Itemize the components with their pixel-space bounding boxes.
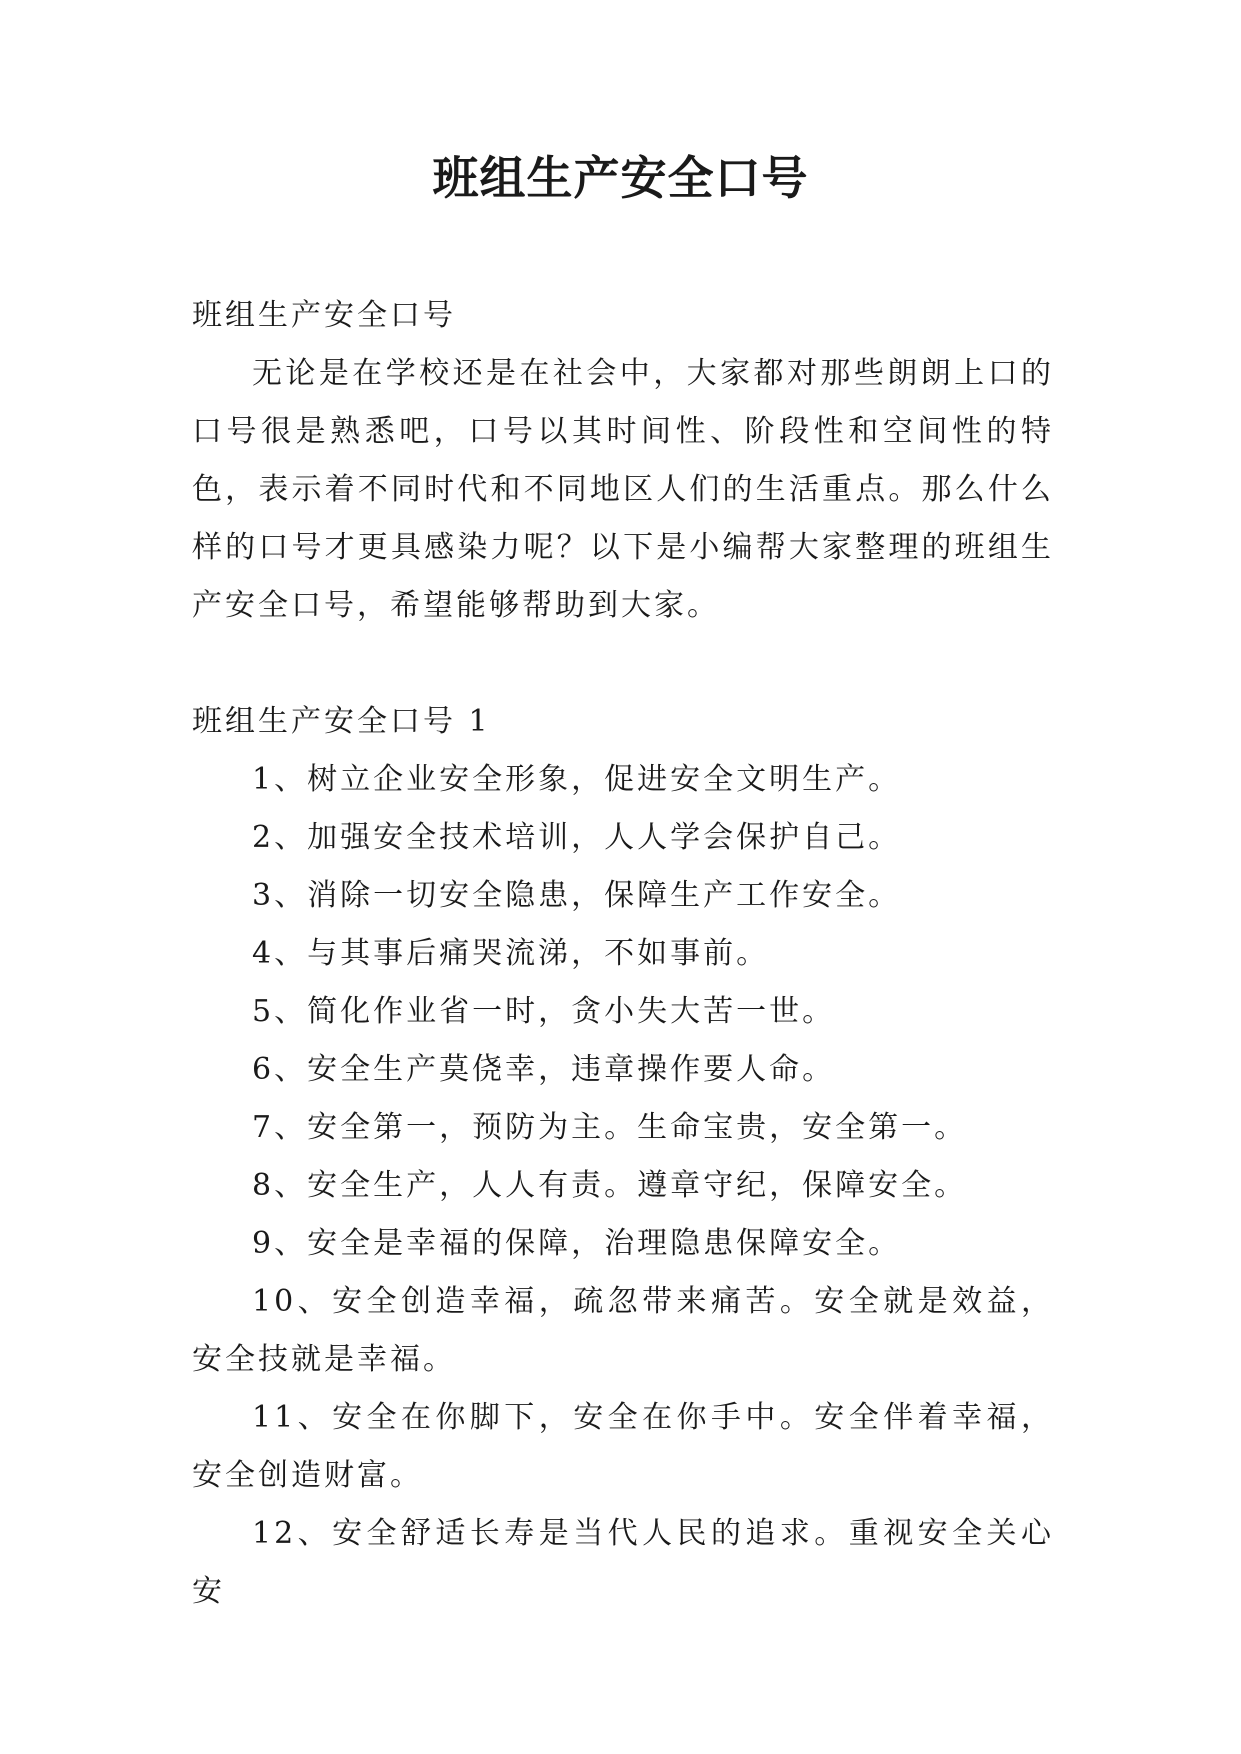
slogan-item: 4、与其事后痛哭流涕，不如事前。 [252, 936, 770, 971]
slogan-item: 2、加强安全技术培训，人人学会保护自己。 [252, 820, 902, 855]
slogan-item: 1、树立企业安全形象，促进安全文明生产。 [252, 762, 902, 797]
spacer [192, 635, 1054, 693]
slogan-item: 3、消除一切安全隐患，保障生产工作安全。 [252, 878, 902, 913]
slogan-item: 11、安全在你脚下，安全在你手中。安全伴着幸福，安全创造财富。 [192, 1400, 1054, 1493]
document-title: 班组生产安全口号 [432, 151, 809, 205]
slogan-item: 8、安全生产，人人有责。遵章守纪，保障安全。 [252, 1168, 968, 1203]
slogan-item: 6、安全生产莫侥幸，违章操作要人命。 [252, 1052, 836, 1087]
subtitle: 班组生产安全口号 [192, 298, 456, 333]
slogan-item: 12、安全舒适长寿是当代人民的追求。重视安全关心安 [192, 1516, 1054, 1609]
slogan-item: 7、安全第一，预防为主。生命宝贵，安全第一。 [252, 1110, 968, 1145]
slogan-item: 9、安全是幸福的保障，治理隐患保障安全。 [252, 1226, 902, 1261]
slogan-item: 5、简化作业省一时，贪小失大苦一世。 [252, 994, 836, 1029]
intro-paragraph: 无论是在学校还是在社会中，大家都对那些朗朗上口的口号很是熟悉吧，口号以其时间性、阶段性和空间性的特色，表示着不同时代和不同地区人们的生活重点。那么什么样的口号才更具感染力呢？以下是小编帮大家整理的班组生产安全口号，希望能够帮助到大家。 [192, 356, 1054, 623]
section-heading: 班组生产安全口号 1 [192, 704, 491, 739]
document-body [192, 287, 1054, 1621]
slogan-item: 10、安全创造幸福，疏忽带来痛苦。安全就是效益，安全技就是幸福。 [192, 1284, 1054, 1377]
